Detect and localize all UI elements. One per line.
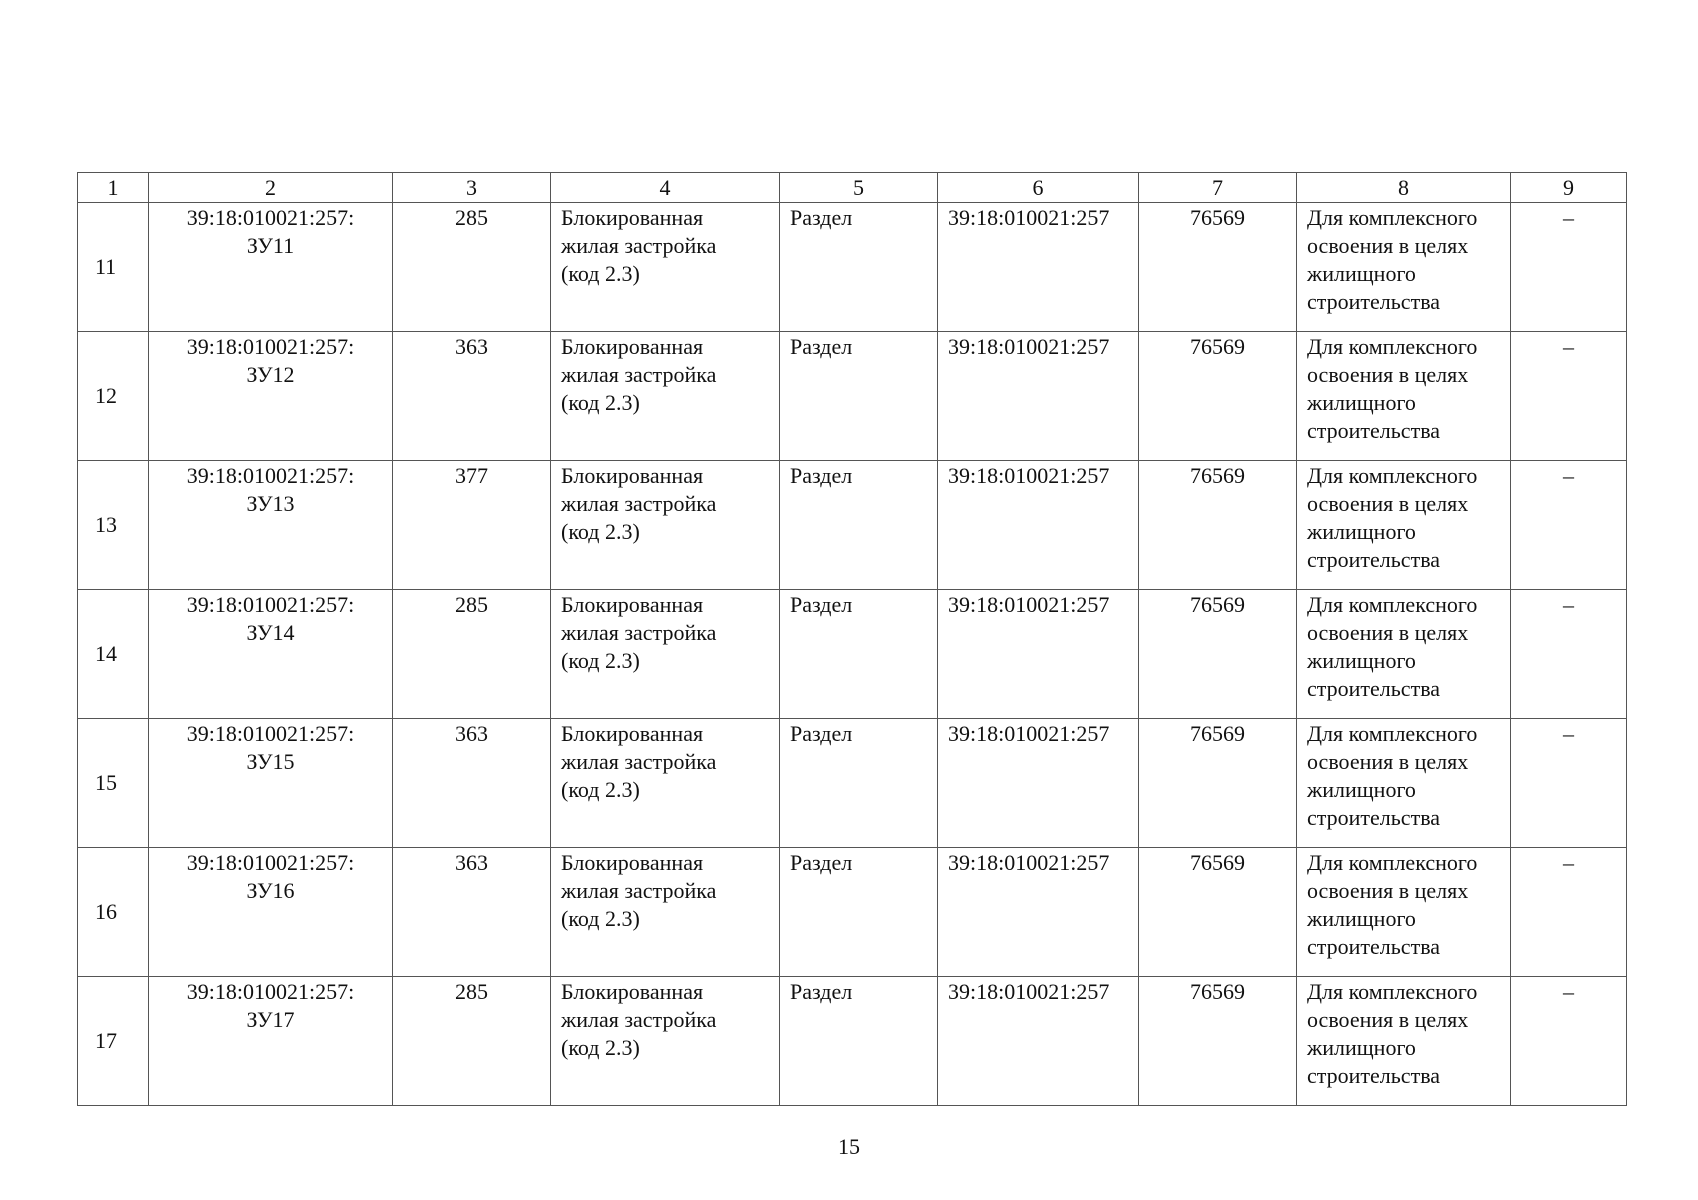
note-cell	[1511, 590, 1627, 719]
purpose-cell-line: освоения в целях	[1307, 620, 1469, 645]
permitted-use-cell-line: жилая застройка	[561, 620, 717, 645]
source-plot-number-cell	[938, 848, 1139, 977]
permitted-use-cell	[551, 848, 780, 977]
formation-method-cell	[780, 977, 938, 1106]
note-cell	[1511, 203, 1627, 332]
formation-method-cell-line: Раздел	[790, 463, 853, 488]
purpose-cell	[1297, 332, 1511, 461]
purpose-cell	[1297, 461, 1511, 590]
source-plot-area-cell	[1139, 848, 1297, 977]
permitted-use-cell	[551, 719, 780, 848]
plot-area-cell	[393, 203, 551, 332]
note-cell-line: –	[1563, 850, 1574, 875]
source-plot-area-cell-line: 76569	[1190, 721, 1245, 746]
land-plots-table	[77, 172, 1627, 1106]
row-number-cell: 13	[78, 461, 149, 590]
plot-area-cell	[393, 590, 551, 719]
plot-area-cell	[393, 977, 551, 1106]
purpose-cell-line: Для комплексного	[1307, 463, 1478, 488]
purpose-cell-line: освоения в целях	[1307, 1007, 1469, 1032]
plot-area-cell	[393, 332, 551, 461]
permitted-use-cell-line: жилая застройка	[561, 233, 717, 258]
source-plot-area-cell	[1139, 977, 1297, 1106]
formation-method-cell-line: Раздел	[790, 334, 853, 359]
note-cell-line: –	[1563, 979, 1574, 1004]
purpose-cell	[1297, 590, 1511, 719]
source-plot-number-cell-line: 39:18:010021:257	[948, 721, 1110, 746]
formation-method-cell	[780, 590, 938, 719]
plot-cadastral-number-cell	[149, 332, 393, 461]
column-number-cell: 1	[78, 173, 149, 203]
permitted-use-cell-line: жилая застройка	[561, 878, 717, 903]
column-number-cell: 2	[149, 173, 393, 203]
source-plot-number-cell	[938, 590, 1139, 719]
plot-area-cell-line: 363	[455, 334, 488, 359]
source-plot-number-cell-line: 39:18:010021:257	[948, 334, 1110, 359]
plot-cadastral-number-cell-line: 39:18:010021:257:	[186, 334, 355, 359]
purpose-cell-line: Для комплексного	[1307, 721, 1478, 746]
plot-area-cell-line: 377	[455, 463, 488, 488]
table-row	[78, 203, 1627, 332]
permitted-use-cell-line: (код 2.3)	[561, 519, 640, 544]
note-cell	[1511, 332, 1627, 461]
source-plot-number-cell	[938, 461, 1139, 590]
permitted-use-cell	[551, 977, 780, 1106]
plot-cadastral-number-cell	[149, 977, 393, 1106]
plot-cadastral-number-cell-line: ЗУ12	[246, 362, 295, 387]
plot-cadastral-number-cell-line: 39:18:010021:257:	[186, 979, 355, 1004]
row-number-cell: 15	[78, 719, 149, 848]
table-row	[78, 461, 1627, 590]
note-cell-line: –	[1563, 721, 1574, 746]
row-number-cell: 12	[78, 332, 149, 461]
formation-method-cell-line: Раздел	[790, 721, 853, 746]
permitted-use-cell-line: Блокированная	[561, 979, 704, 1004]
plot-cadastral-number-cell-line: ЗУ15	[246, 749, 295, 774]
permitted-use-cell-line: Блокированная	[561, 592, 704, 617]
purpose-cell-line: освоения в целях	[1307, 491, 1469, 516]
note-cell-line: –	[1563, 592, 1574, 617]
permitted-use-cell-line: (код 2.3)	[561, 906, 640, 931]
purpose-cell-line: жилищного	[1307, 390, 1416, 415]
permitted-use-cell-line: жилая застройка	[561, 749, 717, 774]
note-cell	[1511, 719, 1627, 848]
source-plot-number-cell-line: 39:18:010021:257	[948, 850, 1110, 875]
formation-method-cell	[780, 848, 938, 977]
purpose-cell-line: Для комплексного	[1307, 205, 1478, 230]
purpose-cell	[1297, 977, 1511, 1106]
purpose-cell-line: жилищного	[1307, 777, 1416, 802]
note-cell	[1511, 848, 1627, 977]
purpose-cell-line: освоения в целях	[1307, 233, 1469, 258]
purpose-cell-line: жилищного	[1307, 906, 1416, 931]
source-plot-number-cell-line: 39:18:010021:257	[948, 979, 1110, 1004]
note-cell	[1511, 977, 1627, 1106]
column-number-cell: 9	[1511, 173, 1627, 203]
purpose-cell-line: строительства	[1307, 934, 1441, 959]
plot-cadastral-number-cell-line: ЗУ16	[246, 878, 295, 903]
purpose-cell-line: освоения в целях	[1307, 749, 1469, 774]
purpose-cell-line: освоения в целях	[1307, 878, 1469, 903]
table-row	[78, 332, 1627, 461]
permitted-use-cell-line: (код 2.3)	[561, 777, 640, 802]
permitted-use-cell-line: жилая застройка	[561, 1007, 717, 1032]
purpose-cell-line: строительства	[1307, 1063, 1441, 1088]
column-number-cell: 6	[938, 173, 1139, 203]
plot-cadastral-number-cell-line: 39:18:010021:257:	[186, 850, 355, 875]
plot-cadastral-number-cell-line: ЗУ13	[246, 491, 295, 516]
plot-area-cell-line: 285	[455, 979, 488, 1004]
formation-method-cell	[780, 332, 938, 461]
formation-method-cell-line: Раздел	[790, 205, 853, 230]
source-plot-area-cell-line: 76569	[1190, 592, 1245, 617]
permitted-use-cell-line: Блокированная	[561, 463, 704, 488]
column-number-cell: 8	[1297, 173, 1511, 203]
purpose-cell-line: жилищного	[1307, 519, 1416, 544]
plot-area-cell	[393, 719, 551, 848]
plot-cadastral-number-cell	[149, 590, 393, 719]
purpose-cell-line: жилищного	[1307, 261, 1416, 286]
column-number-cell: 5	[780, 173, 938, 203]
plot-cadastral-number-cell-line: ЗУ17	[246, 1007, 295, 1032]
plot-cadastral-number-cell	[149, 461, 393, 590]
permitted-use-cell	[551, 203, 780, 332]
permitted-use-cell-line: (код 2.3)	[561, 1035, 640, 1060]
note-cell-line: –	[1563, 205, 1574, 230]
formation-method-cell-line: Раздел	[790, 850, 853, 875]
plot-cadastral-number-cell-line: 39:18:010021:257:	[186, 463, 355, 488]
plot-area-cell	[393, 848, 551, 977]
plot-cadastral-number-cell	[149, 848, 393, 977]
source-plot-area-cell	[1139, 590, 1297, 719]
permitted-use-cell-line: жилая застройка	[561, 491, 717, 516]
source-plot-area-cell-line: 76569	[1190, 979, 1245, 1004]
permitted-use-cell-line: жилая застройка	[561, 362, 717, 387]
formation-method-cell-line: Раздел	[790, 592, 853, 617]
purpose-cell	[1297, 719, 1511, 848]
permitted-use-cell-line: Блокированная	[561, 334, 704, 359]
source-plot-number-cell	[938, 977, 1139, 1106]
plot-cadastral-number-cell	[149, 203, 393, 332]
purpose-cell-line: строительства	[1307, 547, 1441, 572]
source-plot-area-cell-line: 76569	[1190, 334, 1245, 359]
permitted-use-cell-line: Блокированная	[561, 721, 704, 746]
plot-cadastral-number-cell-line: 39:18:010021:257:	[186, 721, 355, 746]
row-number-cell: 16	[78, 848, 149, 977]
source-plot-area-cell	[1139, 203, 1297, 332]
plot-area-cell	[393, 461, 551, 590]
source-plot-number-cell	[938, 203, 1139, 332]
purpose-cell-line: Для комплексного	[1307, 979, 1478, 1004]
row-number-cell: 11	[78, 203, 149, 332]
permitted-use-cell-line: (код 2.3)	[561, 390, 640, 415]
purpose-cell-line: жилищного	[1307, 648, 1416, 673]
source-plot-number-cell	[938, 332, 1139, 461]
purpose-cell-line: строительства	[1307, 676, 1441, 701]
row-number-cell: 17	[78, 977, 149, 1106]
permitted-use-cell	[551, 332, 780, 461]
source-plot-number-cell-line: 39:18:010021:257	[948, 205, 1110, 230]
source-plot-number-cell	[938, 719, 1139, 848]
permitted-use-cell	[551, 461, 780, 590]
purpose-cell-line: жилищного	[1307, 1035, 1416, 1060]
purpose-cell-line: строительства	[1307, 805, 1441, 830]
plot-area-cell-line: 285	[455, 205, 488, 230]
plot-cadastral-number-cell-line: ЗУ14	[246, 620, 295, 645]
permitted-use-cell	[551, 590, 780, 719]
permitted-use-cell-line: Блокированная	[561, 205, 704, 230]
plot-area-cell-line: 363	[455, 850, 488, 875]
permitted-use-cell-line: Блокированная	[561, 850, 704, 875]
purpose-cell-line: освоения в целях	[1307, 362, 1469, 387]
purpose-cell-line: Для комплексного	[1307, 334, 1478, 359]
plot-area-cell-line: 285	[455, 592, 488, 617]
formation-method-cell-line: Раздел	[790, 979, 853, 1004]
plot-cadastral-number-cell-line: 39:18:010021:257:	[186, 592, 355, 617]
plot-cadastral-number-cell-line: 39:18:010021:257:	[186, 205, 355, 230]
row-number-cell: 14	[78, 590, 149, 719]
page-number: 15	[838, 1134, 860, 1159]
column-number-cell: 4	[551, 173, 780, 203]
formation-method-cell	[780, 461, 938, 590]
source-plot-area-cell	[1139, 719, 1297, 848]
plot-cadastral-number-cell-line: ЗУ11	[246, 233, 295, 258]
purpose-cell-line: Для комплексного	[1307, 850, 1478, 875]
plot-cadastral-number-cell	[149, 719, 393, 848]
purpose-cell	[1297, 203, 1511, 332]
note-cell	[1511, 461, 1627, 590]
table-row	[78, 848, 1627, 977]
note-cell-line: –	[1563, 334, 1574, 359]
permitted-use-cell-line: (код 2.3)	[561, 648, 640, 673]
purpose-cell-line: Для комплексного	[1307, 592, 1478, 617]
purpose-cell	[1297, 848, 1511, 977]
table-row	[78, 590, 1627, 719]
source-plot-area-cell-line: 76569	[1190, 205, 1245, 230]
formation-method-cell	[780, 203, 938, 332]
source-plot-area-cell	[1139, 332, 1297, 461]
source-plot-area-cell	[1139, 461, 1297, 590]
source-plot-area-cell-line: 76569	[1190, 463, 1245, 488]
table-row	[78, 719, 1627, 848]
source-plot-number-cell-line: 39:18:010021:257	[948, 463, 1110, 488]
purpose-cell-line: строительства	[1307, 289, 1441, 314]
column-number-row	[78, 173, 1627, 203]
plot-area-cell-line: 363	[455, 721, 488, 746]
table-row	[78, 977, 1627, 1106]
formation-method-cell	[780, 719, 938, 848]
permitted-use-cell-line: (код 2.3)	[561, 261, 640, 286]
source-plot-area-cell-line: 76569	[1190, 850, 1245, 875]
purpose-cell-line: строительства	[1307, 418, 1441, 443]
source-plot-number-cell-line: 39:18:010021:257	[948, 592, 1110, 617]
note-cell-line: –	[1563, 463, 1574, 488]
column-number-cell: 3	[393, 173, 551, 203]
column-number-cell: 7	[1139, 173, 1297, 203]
